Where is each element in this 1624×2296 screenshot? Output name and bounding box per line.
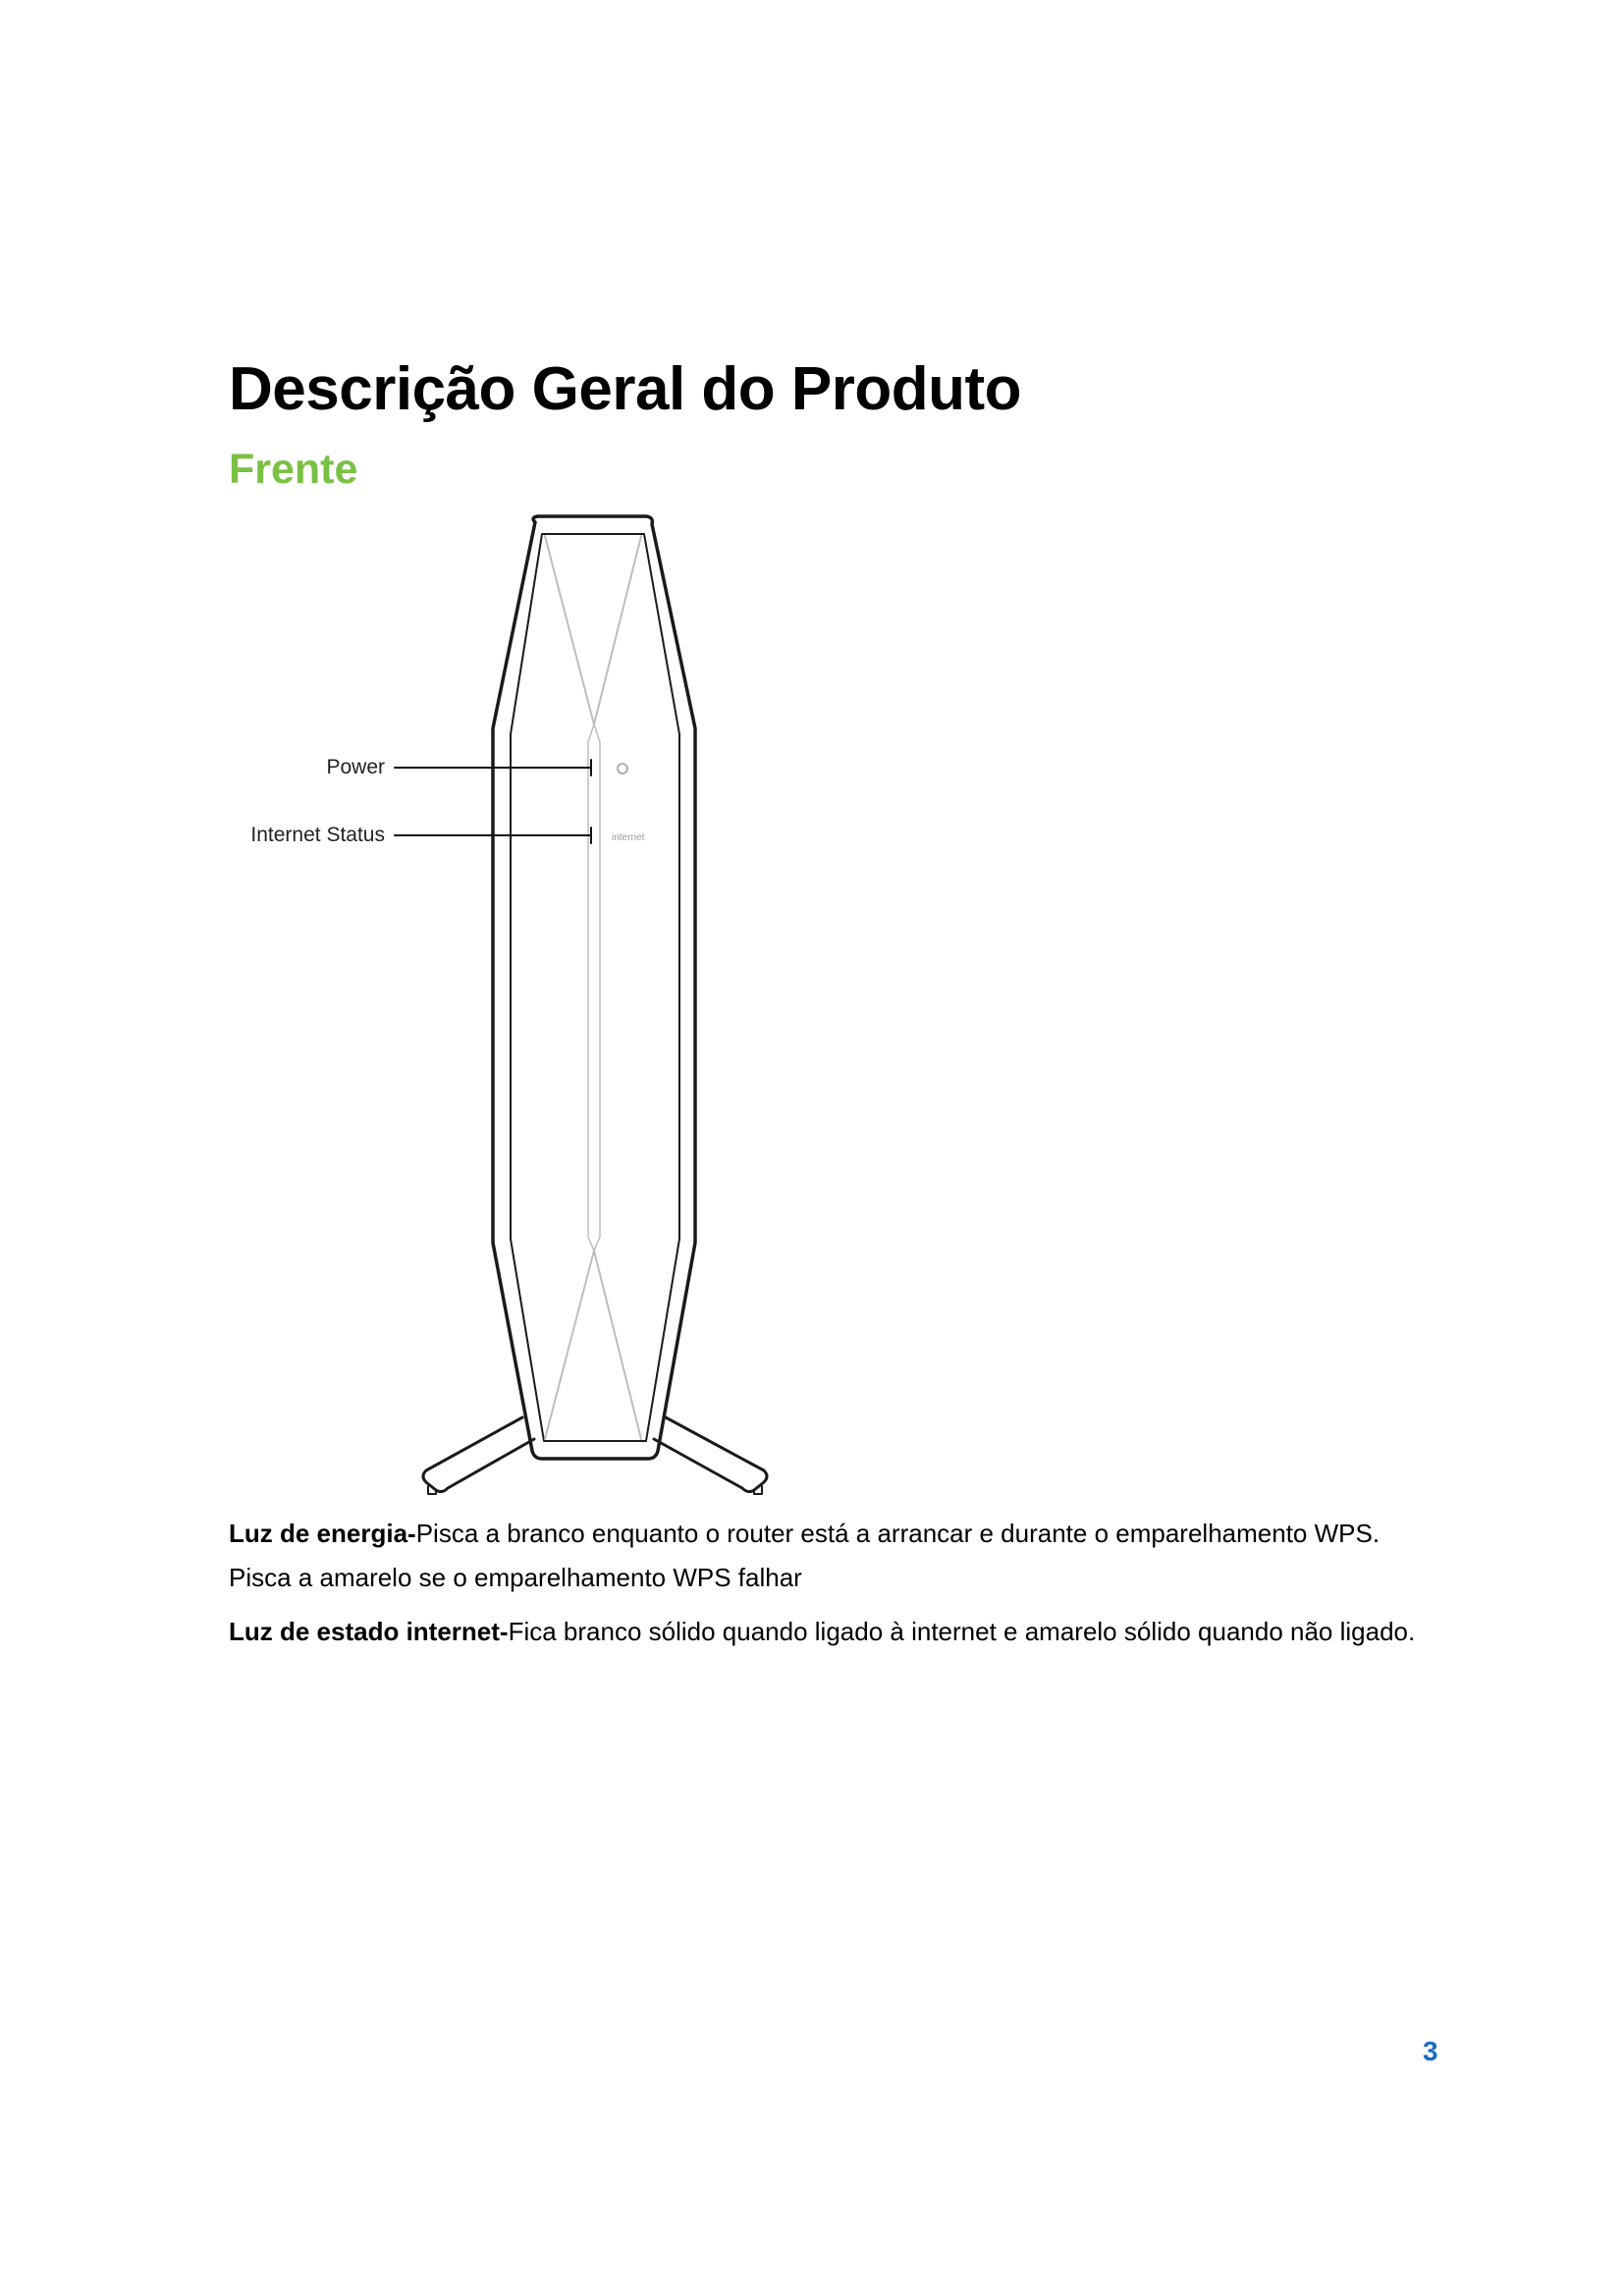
callout-label-power: Power bbox=[326, 756, 385, 778]
section-title-frente: Frente bbox=[229, 446, 358, 493]
router-top-facets bbox=[545, 536, 641, 724]
page-title: Descrição Geral do Produto bbox=[229, 355, 1021, 423]
router-front-figure bbox=[226, 510, 815, 1512]
description-text: Pisca a branco enquanto o router está a arrancar e durante o emparelhamento WPS. Pisca a amarelo se o emparelhamento WPS falhar bbox=[229, 1519, 1380, 1592]
router-bottom-facets bbox=[545, 1251, 641, 1439]
router-right-foot bbox=[654, 1417, 767, 1492]
router-left-foot bbox=[423, 1417, 534, 1492]
router-inner-face bbox=[511, 534, 679, 1441]
callout-label-internet-status: Internet Status bbox=[250, 824, 385, 846]
power-led-icon bbox=[618, 764, 627, 774]
router-front-illustration bbox=[226, 510, 815, 1512]
description-term: Luz de energia- bbox=[229, 1519, 416, 1548]
page-number: 3 bbox=[1423, 2036, 1438, 2066]
router-center-seam bbox=[588, 724, 600, 1251]
description-term: Luz de estado internet- bbox=[229, 1617, 509, 1646]
internet-led-printed-label: internet bbox=[612, 832, 645, 843]
description-internet-led bbox=[229, 1610, 1436, 1654]
description-power-led bbox=[229, 1512, 1436, 1600]
description-text: Fica branco sólido quando ligado à internet e amarelo sólido quando não ligado. bbox=[508, 1617, 1416, 1646]
